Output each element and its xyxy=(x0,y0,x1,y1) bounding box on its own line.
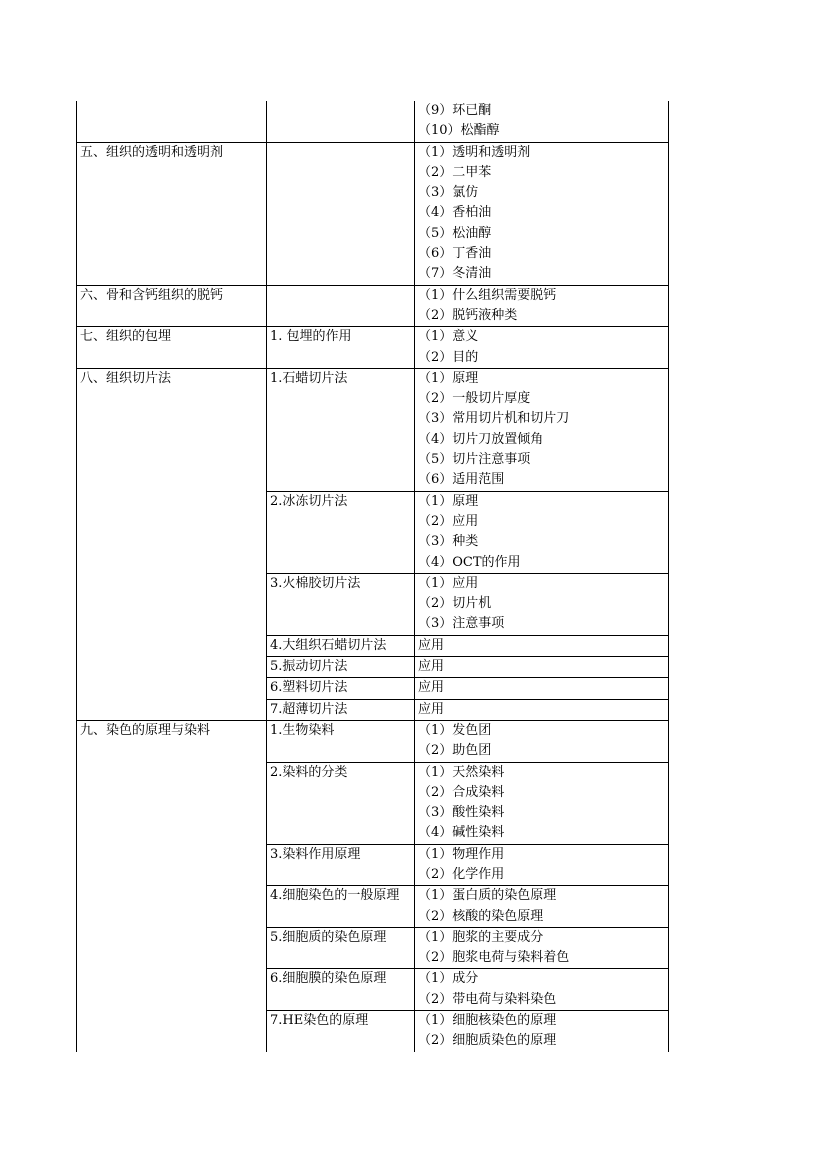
section-cell: 2.染料的分类 xyxy=(267,762,415,844)
table-row xyxy=(77,720,669,762)
table-row xyxy=(77,142,669,285)
table-row xyxy=(77,327,669,369)
list-item: （6）丁香油 xyxy=(418,246,492,262)
list-item: （4）香柏油 xyxy=(418,205,492,221)
items-cell xyxy=(415,699,669,720)
list-item: （4）切片刀放置倾角 xyxy=(418,431,544,447)
chapter-cell: 七、组织的包埋 xyxy=(77,327,267,369)
section-cell: 1.生物染料 xyxy=(267,720,415,762)
items-cell xyxy=(415,285,669,327)
items-cell xyxy=(415,327,669,369)
chapter-cell: 六、骨和含钙组织的脱钙 xyxy=(77,285,267,327)
list-item: （3）酸性染料 xyxy=(418,805,505,821)
section-cell: 5.细胞质的染色原理 xyxy=(267,927,415,969)
list-item: （1）物理作用 xyxy=(418,846,505,862)
list-item: （1）胞浆的主要成分 xyxy=(418,929,544,945)
section-cell: 1. 包埋的作用 xyxy=(267,327,415,369)
items-cell xyxy=(415,142,669,285)
section-cell: 6.塑料切片法 xyxy=(267,678,415,699)
section-cell xyxy=(267,285,415,327)
list-item: 应用 xyxy=(418,701,445,717)
items-cell xyxy=(415,635,669,656)
list-item: （3）注意事项 xyxy=(418,616,505,632)
section-cell: 7.HE染色的原理 xyxy=(267,1011,415,1052)
list-item: （2）核酸的染色原理 xyxy=(418,908,544,924)
list-item: （5）松油醇 xyxy=(418,225,492,241)
list-item: （3）种类 xyxy=(418,534,479,550)
section-cell: 1.石蜡切片法 xyxy=(267,368,415,491)
list-item: （4）OCT的作用 xyxy=(418,554,521,570)
section-cell: 2.冰冻切片法 xyxy=(267,491,415,573)
list-item: （2）化学作用 xyxy=(418,866,505,882)
syllabus-table xyxy=(76,101,669,1052)
list-item: （2）胞浆电荷与染料着色 xyxy=(418,950,570,966)
list-item: （4）碱性染料 xyxy=(418,825,505,841)
chapter-cell: 九、染色的原理与染料 xyxy=(77,720,267,1051)
list-item: （1）应用 xyxy=(418,575,479,591)
items-cell xyxy=(415,573,669,635)
list-item: （2）二甲苯 xyxy=(418,164,492,180)
section-cell: 7.超薄切片法 xyxy=(267,699,415,720)
chapter-cell: 五、组织的透明和透明剂 xyxy=(77,142,267,285)
items-cell xyxy=(415,927,669,969)
section-cell xyxy=(267,142,415,285)
table-row xyxy=(77,101,669,142)
list-item: 应用 xyxy=(418,659,445,675)
list-item: （6）适用范围 xyxy=(418,472,505,488)
items-cell xyxy=(415,101,669,142)
list-item: （2）合成染料 xyxy=(418,784,505,800)
list-item: （2）助色团 xyxy=(418,743,492,759)
section-cell: 4.细胞染色的一般原理 xyxy=(267,886,415,928)
list-item: （1）透明和透明剂 xyxy=(418,144,531,160)
list-item: 应用 xyxy=(418,637,445,653)
list-item: （3）常用切片机和切片刀 xyxy=(418,411,570,427)
list-item: （1）意义 xyxy=(418,329,479,345)
list-item: 应用 xyxy=(418,680,445,696)
list-item: （7）冬清油 xyxy=(418,266,492,282)
section-cell: 5.振动切片法 xyxy=(267,657,415,678)
items-cell xyxy=(415,720,669,762)
list-item: （9）环已酮 xyxy=(418,103,492,118)
list-item: （2）带电荷与染料染色 xyxy=(418,991,557,1007)
list-item: （1）原理 xyxy=(418,493,479,509)
items-cell xyxy=(415,762,669,844)
list-item: （1）成分 xyxy=(418,971,479,987)
chapter-cell: 八、组织切片法 xyxy=(77,368,267,720)
items-cell xyxy=(415,368,669,491)
list-item: （5）切片注意事项 xyxy=(418,452,531,468)
section-cell xyxy=(267,101,415,142)
list-item: （2）一般切片厚度 xyxy=(418,391,531,407)
items-cell xyxy=(415,886,669,928)
list-item: （2）切片机 xyxy=(418,596,492,612)
list-item: （2）细胞质染色的原理 xyxy=(418,1033,557,1049)
list-item: （3）氯仿 xyxy=(418,185,479,201)
list-item: （1）发色团 xyxy=(418,722,492,738)
items-cell xyxy=(415,678,669,699)
section-cell: 3.火棉胶切片法 xyxy=(267,573,415,635)
section-cell: 3.染料作用原理 xyxy=(267,844,415,886)
table-row xyxy=(77,285,669,327)
list-item: （1）细胞核染色的原理 xyxy=(418,1013,557,1029)
section-cell: 4.大组织石蜡切片法 xyxy=(267,635,415,656)
items-cell xyxy=(415,844,669,886)
items-cell xyxy=(415,491,669,573)
list-item: （1）蛋白质的染色原理 xyxy=(418,888,557,904)
list-item: （1）原理 xyxy=(418,370,479,386)
list-item: （10）松酯醇 xyxy=(418,123,500,139)
list-item: （1）天然染料 xyxy=(418,764,505,780)
list-item: （2）应用 xyxy=(418,513,479,529)
section-cell: 6.细胞膜的染色原理 xyxy=(267,969,415,1011)
chapter-cell xyxy=(77,101,267,142)
items-cell xyxy=(415,969,669,1011)
table-row xyxy=(77,368,669,491)
list-item: （2）目的 xyxy=(418,349,479,365)
list-item: （1）什么组织需要脱钙 xyxy=(418,287,557,303)
list-item: （2）脱钙液种类 xyxy=(418,307,518,323)
items-cell xyxy=(415,1011,669,1052)
items-cell xyxy=(415,657,669,678)
